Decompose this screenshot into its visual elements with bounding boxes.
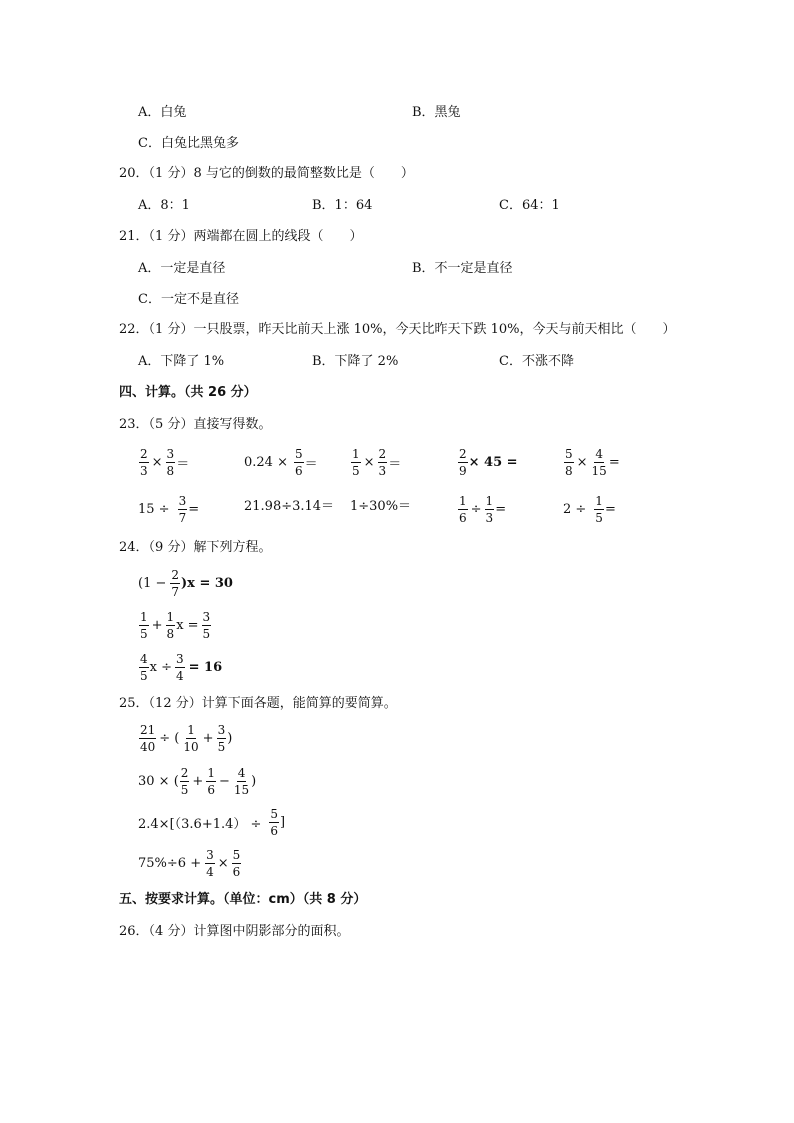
q23-expr-e: $\frac{5}{8}$ × $\frac{4}{15}$ = [565,446,620,478]
q21-option-c: C．一定不是直径 [138,292,239,307]
q21-option-a: A．一定是直径 [138,261,226,276]
q26-stem: 26．（4 分）计算图中阴影部分的面积。 [119,924,350,939]
q23-expr-f: 15 ÷ $\frac{3}{7}$ = [138,493,200,525]
q23-expr-a: $\frac{2}{3}$ × $\frac{3}{8}$ ＝ [140,446,190,478]
q19-option-c: C．白兔比黑兔多 [138,136,239,151]
q21-stem: 21．（1 分）两端都在圆上的线段（ ） [119,229,363,244]
q23-expr-i: $\frac{1}{6}$ ÷ $\frac{1}{3}$ = [459,493,507,525]
q23-expr-g: 21.98÷3.14＝ [244,498,335,514]
q24-equation-1: (1 − $\frac{2}{7}$ )x = 30 [138,567,233,599]
q20-stem: 20．（1 分）8 与它的倒数的最简整数比是（ ） [119,166,414,181]
q20-option-b: B．1：64 [312,198,373,213]
q23-expr-c: $\frac{1}{5}$ × $\frac{2}{3}$ ＝ [352,446,402,478]
section-4-title: 四、计算。（共 26 分） [119,385,257,400]
q23-stem: 23．（5 分）直接写得数。 [119,417,272,432]
q21-option-b: B．不一定是直径 [412,261,513,276]
q19-option-b: B．黑兔 [412,105,461,120]
q25-expr-3: 2.4×[（3.6+1.4） ÷ $\frac{5}{6}$ ] [138,806,286,838]
q24-equation-3: $\frac{4}{5}$ x ÷ $\frac{3}{4}$ = 16 [140,651,223,683]
q25-expr-4: 75%÷6 + $\frac{3}{4}$ × $\frac{5}{6}$ [138,847,241,879]
q24-stem: 24．（9 分）解下列方程。 [119,540,272,555]
q23-expr-j: 2 ÷ $\frac{1}{5}$ = [563,493,616,525]
q25-expr-2: 30 × ( $\frac{2}{5}$ + $\frac{1}{6}$ − $\frac{4}{15}$ ) [138,765,257,797]
q19-option-a: A．白兔 [138,105,187,120]
q23-expr-d: $\frac{2}{9}$ × 45 = [459,446,518,478]
q22-option-a: A．下降了 1% [138,354,225,369]
section-5-title: 五、按要求计算。（单位：cm）（共 8 分） [119,892,367,907]
q23-expr-b: 0.24 × $\frac{5}{6}$ ＝ [244,446,318,478]
q20-option-a: A．8：1 [138,198,190,213]
q22-stem: 22．（1 分）一只股票，昨天比前天上涨 10%，今天比昨天下跌 10%，今天与前天相比（ ） [119,322,676,337]
q23-expr-h: 1÷30%＝ [350,498,412,514]
q20-option-c: C．64：1 [499,198,560,213]
q25-stem: 25．（12 分）计算下面各题，能简算的要简算。 [119,696,397,711]
q24-equation-2: $\frac{1}{5}$ + $\frac{1}{8}$ x = $\frac{3}{5}$ [140,609,211,641]
q25-expr-1: $\frac{21}{40}$ ÷ ( $\frac{1}{10}$ + $\frac{3}{5}$ ) [140,722,233,754]
q22-option-b: B．下降了 2% [312,354,399,369]
q22-option-c: C．不涨不降 [499,354,574,369]
